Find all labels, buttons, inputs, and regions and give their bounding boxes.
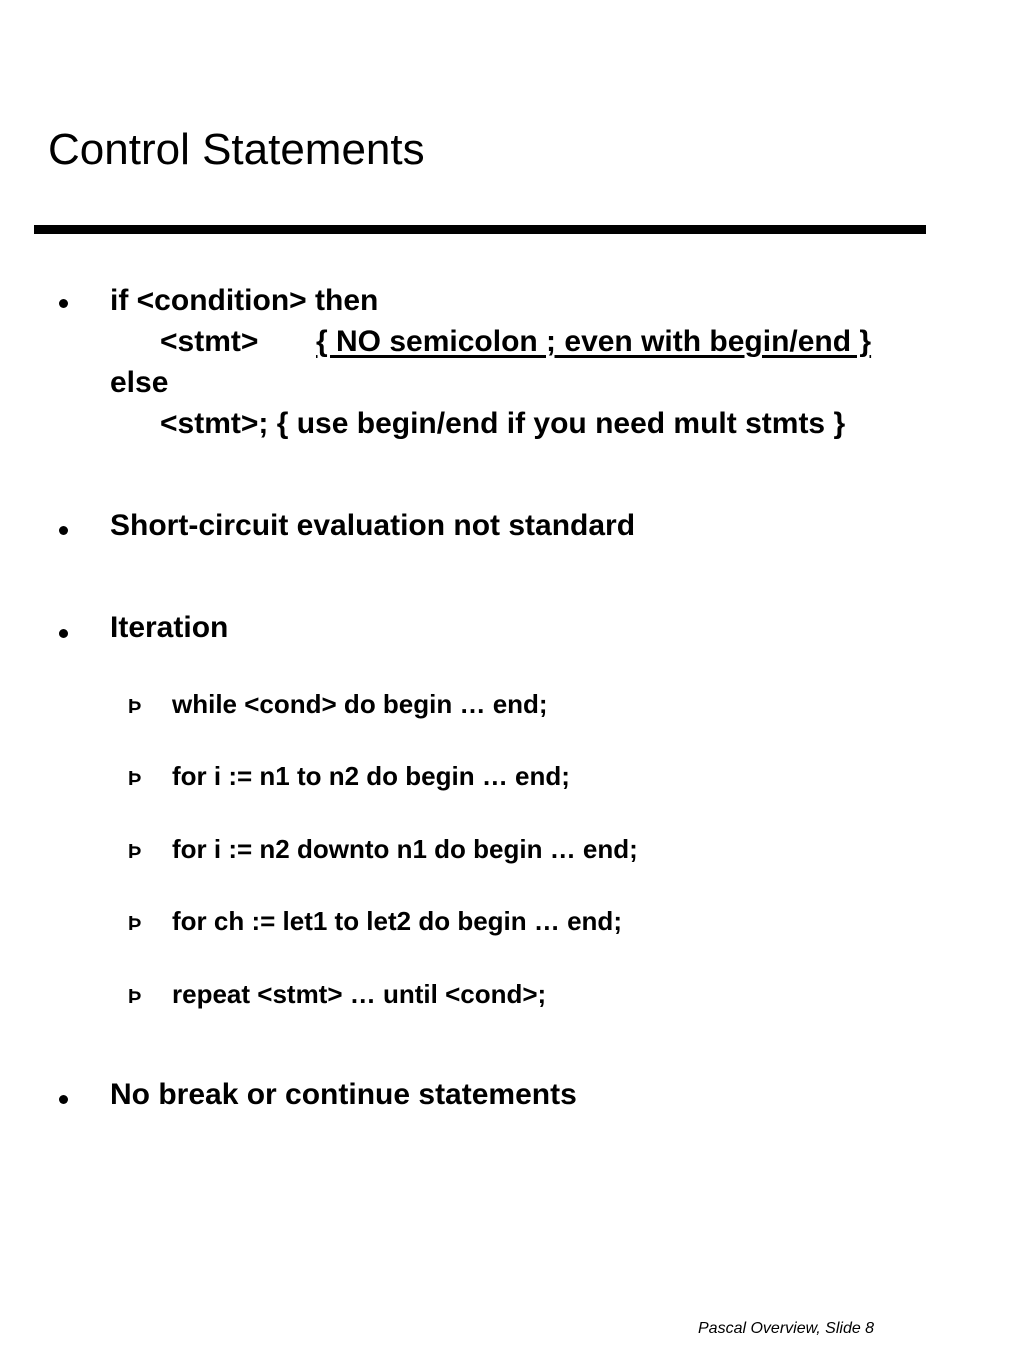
if-line: if <condition> then: [110, 284, 379, 317]
else-stmt: <stmt>; { use begin/end if you need mult stmts }: [160, 407, 846, 440]
iteration-item-while: while <cond> do begin … end;: [172, 689, 548, 719]
short-circuit-text: Short-circuit evaluation not standard: [110, 509, 636, 542]
iteration-item-for-char: for ch := let1 to let2 do begin … end;: [172, 906, 622, 936]
title-divider: [34, 225, 926, 234]
iteration-item-for-to: for i := n1 to n2 do begin … end;: [172, 761, 570, 791]
bullet-icon: [56, 524, 70, 538]
bullet-icon: [56, 297, 70, 311]
arrow-bullet-icon: Þ: [128, 696, 142, 718]
slide-footer: Pascal Overview, Slide 8: [698, 1320, 875, 1337]
no-semicolon-comment: { NO semicolon ; even with begin/end }: [316, 325, 872, 358]
bullet-icon: [56, 627, 70, 641]
else-line: else: [110, 366, 169, 399]
iteration-item-for-downto: for i := n2 downto n1 do begin … end;: [172, 834, 638, 864]
arrow-bullet-icon: Þ: [128, 768, 142, 790]
arrow-bullet-icon: Þ: [128, 841, 142, 863]
then-stmt: <stmt>: [160, 325, 259, 358]
no-break-text: No break or continue statements: [110, 1078, 577, 1111]
iteration-heading: Iteration: [110, 611, 229, 644]
iteration-item-repeat: repeat <stmt> … until <cond>;: [172, 979, 547, 1009]
slide-title: Control Statements: [48, 125, 425, 174]
arrow-bullet-icon: Þ: [128, 913, 142, 935]
bullet-icon: [56, 1093, 70, 1107]
arrow-bullet-icon: Þ: [128, 986, 142, 1008]
